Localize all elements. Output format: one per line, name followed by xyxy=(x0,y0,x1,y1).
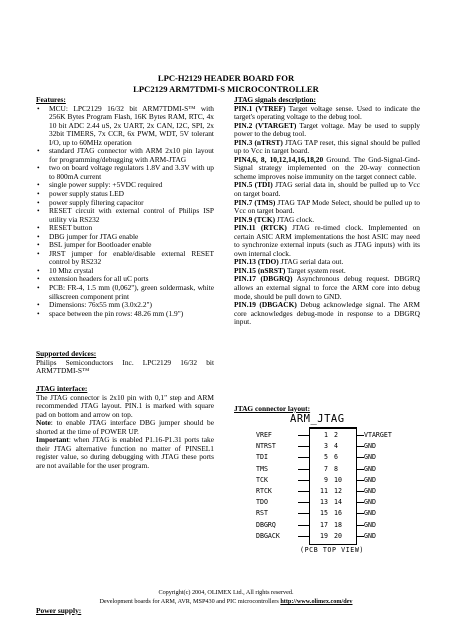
pin-lead-left xyxy=(298,513,309,514)
feature-item: • DBG jumper for JTAG enable xyxy=(49,233,214,242)
pin-number-even: 20 xyxy=(334,531,342,540)
jtag-note xyxy=(36,419,214,436)
pin-number-odd: 7 xyxy=(324,464,328,473)
signal-description xyxy=(234,156,420,182)
signal-label: PIN.9 (TCK) xyxy=(234,214,276,224)
note-label: Note xyxy=(36,418,51,428)
pin-number-odd: 1 xyxy=(324,431,328,439)
pin-lead-left xyxy=(298,480,309,481)
signal-description xyxy=(234,181,420,198)
feature-item: • two on board voltage regulators 1.8V and 3.3V with up to 800mA current xyxy=(49,164,214,181)
signal-text: JTAG TAP reset, this signal should be pulled up to Vcc in target board. xyxy=(234,137,420,156)
feature-item: • RESET button xyxy=(49,224,214,233)
signal-description xyxy=(234,139,420,156)
feature-item: • MCU: LPC2129 16/32 bit ARM7TDMI-S™ with 256K Bytes Program Flash, 16K Bytes RAM, RTC, 4x 10 bit ADC 2.44 uS, 2x UART, 2x CAN, I2C, SPI, 2x 32bit TIMERS, 7x CCR, 6x PWM, WDT, 5V tolerant I/O, up to 60MHz operation xyxy=(49,105,214,148)
pin-number-even: 14 xyxy=(334,498,342,507)
connector-heading: JTAG connector layout: xyxy=(234,404,311,413)
signal-description xyxy=(234,105,420,122)
signal-text: Asynchronous debug request. DBGRQ allows an external signal to force the ARM core into debug mode, should be pull down to GND. xyxy=(234,274,420,301)
pin-lead-right xyxy=(356,446,364,447)
signal-label: PIN.11 (RTCK) xyxy=(234,223,287,233)
left-column xyxy=(36,96,214,318)
signal-label: PIN.15 (nSRST) xyxy=(234,265,286,275)
pin-signal-left: NTRST xyxy=(256,442,276,451)
note-text: : to enable JTAG interface DBG jumper should be shorted at the time of POWER UP. xyxy=(36,418,214,436)
pin-signal-right: GND xyxy=(364,453,376,462)
feature-item: • Dimensions: 76x55 mm (3.0x2.2") xyxy=(49,301,214,310)
signal-description xyxy=(234,301,420,327)
signal-text: Target voltage. May be used to supply power to the debug tool. xyxy=(234,120,420,139)
feature-item: • power supply status LED xyxy=(49,190,214,199)
signal-description xyxy=(234,224,420,258)
pin-lead-right xyxy=(356,536,364,537)
pin-number-odd: 19 xyxy=(320,531,328,540)
feature-item: • space between the pin rows: 48.26 mm (1.9") xyxy=(49,310,214,319)
feature-item: • power supply filtering capacitor xyxy=(49,199,214,208)
pin-number-even: 8 xyxy=(334,464,338,473)
pin-lead-left xyxy=(298,502,309,503)
pin-signal-left: DBGACK xyxy=(256,531,280,540)
pin-signal-right: GND xyxy=(364,531,376,540)
pin-number-odd: 11 xyxy=(320,487,328,495)
signal-text: JTAG TAP Mode Select, should be pulled up to Vcc on target board. xyxy=(234,197,421,216)
signals-list xyxy=(234,105,420,327)
pin-number-odd: 15 xyxy=(320,509,328,518)
pin-lead-right xyxy=(356,502,364,503)
signal-label: PIN.1 (VTREF) xyxy=(234,103,286,113)
signal-text: Target voltage sense. Used to indicate the target's operating voltage to the debug tool. xyxy=(234,103,420,122)
supported-heading: Supported devices: xyxy=(36,349,97,358)
title-line-1: LPC-H2129 HEADER BOARD FOR xyxy=(157,73,295,83)
pin-number-even: 18 xyxy=(334,520,342,529)
pin-number-odd: 9 xyxy=(324,475,328,484)
jtag-important xyxy=(36,436,214,470)
feature-item: • 10 Mhz crystal xyxy=(49,267,214,276)
pin-signal-right: GND xyxy=(364,464,376,473)
feature-item: • BSL jumper for Bootloader enable xyxy=(49,241,214,250)
signal-label: PIN4,6, 8, 10,12,14,16,18,20 xyxy=(234,154,324,164)
signal-label: PIN.5 (TDI) xyxy=(234,180,273,190)
pin-signal-right: GND xyxy=(364,475,376,484)
right-column xyxy=(234,96,420,327)
pin-signal-right: GND xyxy=(364,509,376,518)
jtag-interface-paragraph: The JTAG connector is 2x10 pin with 0,1" step and ARM recommended JTAG layout. PIN.1 is marked with square pad on bottom and arrow on top. xyxy=(36,392,214,419)
pin-number-odd: 13 xyxy=(320,498,328,507)
power-supply-heading: Power supply: xyxy=(36,606,82,615)
signal-description xyxy=(234,275,420,301)
signal-description xyxy=(234,199,420,216)
pin-signal-right: VTARGET xyxy=(364,431,392,439)
pin-number-even: 10 xyxy=(334,475,342,484)
signal-label: PIN.2 (VTARGET) xyxy=(234,120,297,130)
pin-signal-right: GND xyxy=(364,487,376,495)
signal-label: PIN.7 (TMS) xyxy=(234,197,276,207)
jtag-interface-heading: JTAG interface: xyxy=(36,384,88,393)
pin-number-even: 2 xyxy=(334,431,338,439)
signal-label: PIN.13 (TDO) xyxy=(234,257,279,267)
feature-item: • single power supply: +5VDC required xyxy=(49,181,214,190)
pin-number-odd: 17 xyxy=(320,520,328,529)
signal-text: JTAG re-timed clock. Implemented on certain ASIC ARM implementations the host ASIC may need to synchronize external inputs (such as JTAG inputs) with its own internal clock. xyxy=(234,223,421,258)
feature-item: • PCB: FR-4, 1.5 mm (0,062"), green soldermask, white silkscreen component print xyxy=(49,284,214,301)
pin-lead-right xyxy=(356,435,364,436)
pcb-caption: (PCB TOP VIEW) xyxy=(300,546,364,554)
pin-lead-right xyxy=(356,480,364,481)
supported-section xyxy=(36,350,214,376)
pin-number-odd: 5 xyxy=(324,453,328,462)
pin-signal-left: RTCK xyxy=(256,487,272,495)
features-list xyxy=(36,105,214,319)
signals-heading: JTAG signals description: xyxy=(234,95,316,104)
feature-item: • standard JTAG connector with ARM 2x10 pin layout for programming/debugging with ARM-JTAG xyxy=(49,147,214,164)
signal-label: PIN.17 (DBGRQ) xyxy=(234,274,293,284)
important-text: : when JTAG is enabled P1.16-P1.31 ports take their JTAG alternative function no matter of PINSEL1 register value, so during debugging with JTAG these ports are not available for the user program. xyxy=(36,435,214,470)
feature-item: • extension headers for all uC ports xyxy=(49,275,214,284)
pin-number-even: 6 xyxy=(334,453,338,462)
signal-text: Ground. The Gnd-Signal-Gnd-Signal strategy implemented on the 20-way connection scheme improves noise immunity on the target connect cable. xyxy=(234,154,420,181)
title-line-2: LPC2129 ARM7TDMI-S MICROCONTROLLER xyxy=(133,84,319,94)
pin-signal-left: TDI xyxy=(256,453,268,462)
signal-text: JTAG serial data out. xyxy=(278,257,344,267)
pin-signal-right: GND xyxy=(364,498,376,507)
pin-lead-left xyxy=(298,457,309,458)
pin-lead-left xyxy=(298,536,309,537)
pin-lead-left xyxy=(298,469,309,470)
pin-signal-left: VREF xyxy=(256,431,272,439)
supported-text: Philips Semiconductors Inc. LPC2129 16/32 bit ARM7TDMI-S™ xyxy=(36,357,214,376)
signal-label: PIN.19 (DBGACK) xyxy=(234,300,297,310)
pin-number-odd: 3 xyxy=(324,442,328,451)
jtag-connector-diagram xyxy=(256,413,416,560)
pin-number-even: 12 xyxy=(334,487,342,495)
pin-lead-left xyxy=(298,491,309,492)
feature-item: • RESET circuit with external control of Philips ISP utility via RS232 xyxy=(49,207,214,224)
pin-signal-left: TMS xyxy=(256,464,268,473)
pin-lead-right xyxy=(356,469,364,470)
important-label: Important xyxy=(36,435,69,445)
footer-url-link[interactable]: http://www.olimex.com/dev xyxy=(280,598,353,605)
pin-number-even: 16 xyxy=(334,509,342,518)
pin-lead-left xyxy=(298,435,309,436)
pin-signal-left: TDO xyxy=(256,498,268,507)
feature-item: • JRST jumper for enable/disable external RESET control by RS232 xyxy=(49,250,214,267)
signal-description xyxy=(234,122,420,139)
signal-label: PIN.3 (nTRST) xyxy=(234,137,283,147)
pin-lead-right xyxy=(356,457,364,458)
pin-lead-right xyxy=(356,525,364,526)
footer-dev-line xyxy=(0,598,452,605)
signal-text: JTAG serial data in, should be pulled up to Vcc on target board. xyxy=(234,180,420,199)
footer-dev-text: Development boards for ARM, AVR, MSP430 and PIC microcontrollers xyxy=(99,598,281,605)
jtag-interface-section xyxy=(36,385,214,470)
pin-signal-left: DBGRQ xyxy=(256,520,276,529)
pin-lead-left xyxy=(298,446,309,447)
pin-lead-left xyxy=(298,525,309,526)
pin-signal-right: GND xyxy=(364,520,376,529)
pin-lead-right xyxy=(356,513,364,514)
signal-text: Target system reset. xyxy=(285,265,346,275)
connector-title: ARM_JTAG xyxy=(290,413,345,425)
features-heading: Features: xyxy=(36,95,66,104)
pin-signal-left: RST xyxy=(256,509,268,518)
document-title xyxy=(0,73,452,95)
pin-signal-right: GND xyxy=(364,442,376,451)
copyright: Copyright(c) 2004, OLIMEX Ltd., All rights reserved. xyxy=(158,589,294,596)
pin-number-even: 4 xyxy=(334,442,338,451)
pin-signal-left: TCK xyxy=(256,475,268,484)
pin-lead-right xyxy=(356,491,364,492)
signal-text: JTAG clock. xyxy=(275,214,315,224)
signal-text: Debug acknowledge signal. The ARM core acknowledges debug-mode in response to a DBGRQ input. xyxy=(234,300,420,327)
